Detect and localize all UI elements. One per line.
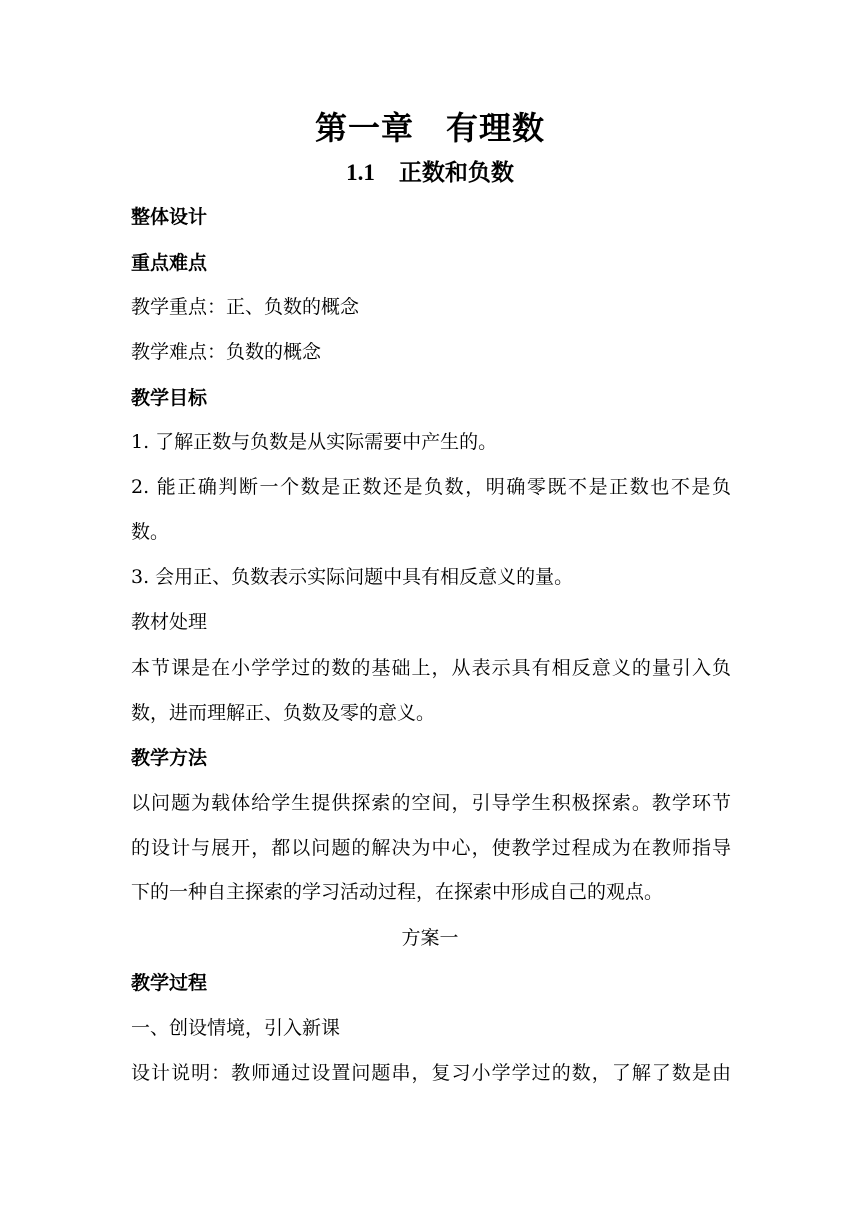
paragraph-line: 的设计与展开，都以问题的解决为中心，使教学过程成为在教师指导 [131, 837, 731, 859]
chapter-number: 第一章 [314, 109, 414, 147]
chapter-title [0, 104, 860, 152]
list-item: 1. 了解正数与负数是从实际需要中产生的。 [131, 431, 498, 453]
chapter-name: 有理数 [446, 109, 546, 147]
heading-material-handling: 教材处理 [131, 611, 208, 633]
paragraph-line: 教学重点：正、负数的概念 [131, 296, 360, 318]
list-item-continuation: 数。 [131, 521, 170, 543]
paragraph-line: 教学难点：负数的概念 [131, 341, 322, 363]
paragraph-line: 一、创设情境，引入新课 [131, 1017, 341, 1039]
list-item: 3. 会用正、负数表示实际问题中具有相反意义的量。 [131, 566, 574, 588]
paragraph-line: 本节课是在小学学过的数的基础上，从表示具有相反意义的量引入负 [131, 657, 731, 679]
heading-teaching-goals: 教学目标 [131, 387, 208, 409]
heading-teaching-process: 教学过程 [131, 972, 208, 994]
list-item: 2. 能正确判断一个数是正数还是负数，明确零既不是正数也不是负 [131, 476, 731, 498]
heading-key-points: 重点难点 [131, 252, 208, 274]
paragraph-line: 数，进而理解正、负数及零的意义。 [131, 702, 436, 724]
section-name: 正数和负数 [398, 160, 514, 186]
paragraph-line: 设计说明：教师通过设置问题串，复习小学学过的数，了解了数是由 [131, 1062, 731, 1084]
heading-teaching-method: 教学方法 [131, 747, 208, 769]
plan-heading: 方案一 [401, 927, 459, 949]
heading-overall-design: 整体设计 [131, 206, 208, 228]
paragraph-line: 以问题为载体给学生提供探索的空间，引导学生积极探索。教学环节 [131, 792, 731, 814]
paragraph-line: 下的一种自主探索的学习活动过程，在探索中形成自己的观点。 [131, 881, 664, 903]
section-number: 1.1 [346, 160, 375, 185]
section-title [0, 156, 860, 190]
